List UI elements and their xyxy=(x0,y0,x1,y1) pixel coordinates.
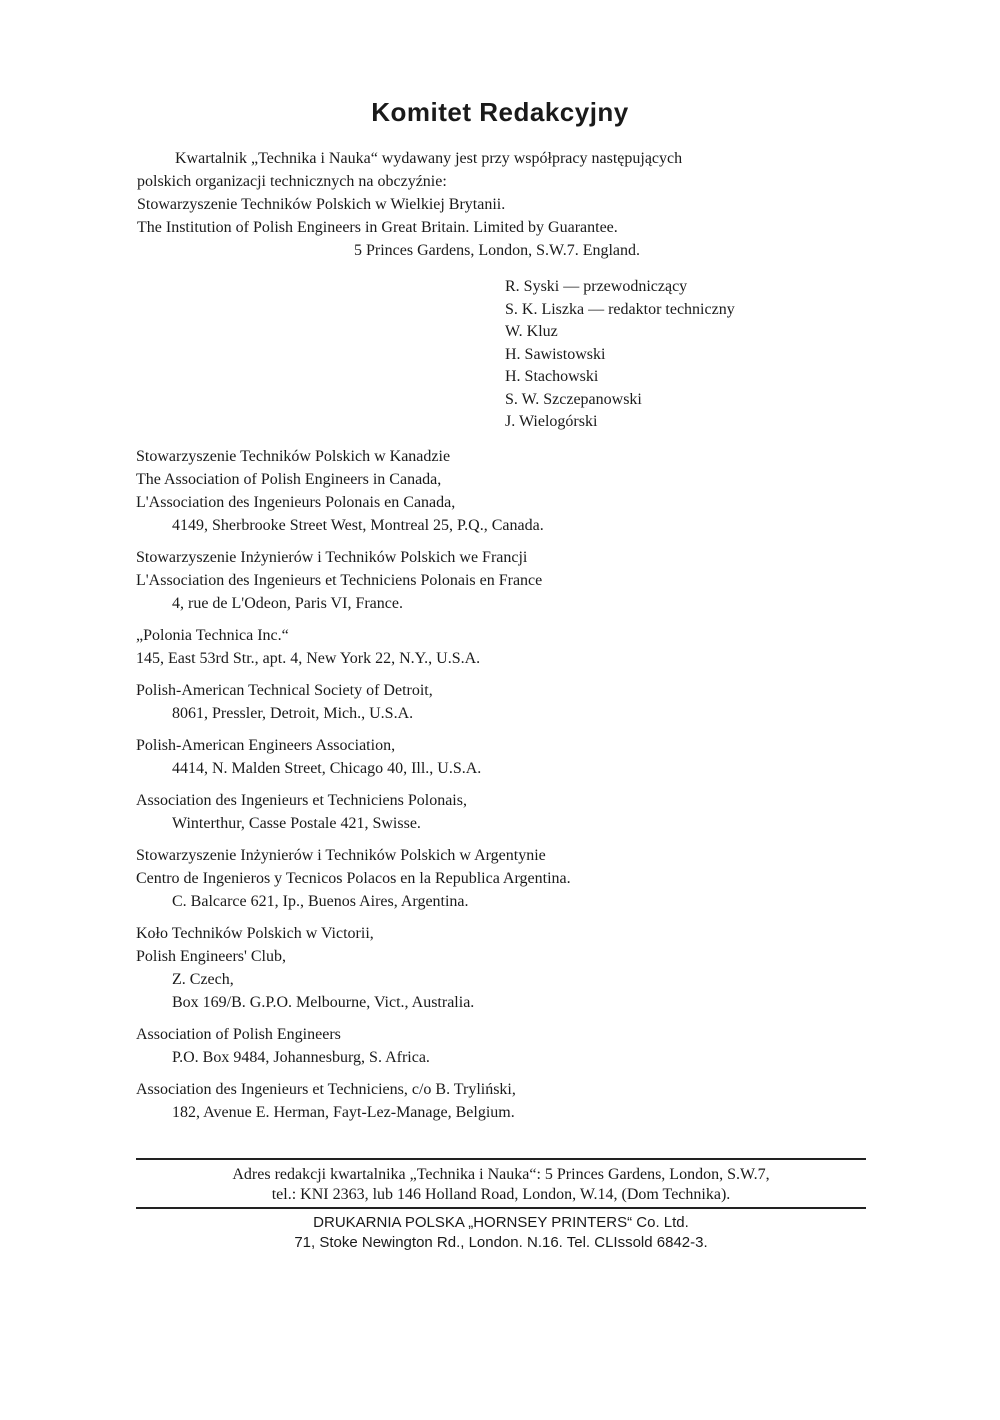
member-name: W. Kluz xyxy=(505,323,558,340)
footer-line: tel.: KNI 2363, lub 146 Holland Road, London, W.14, (Dom Technika). xyxy=(271,1186,731,1203)
org-polonia-technica xyxy=(136,624,856,670)
intro-line: Stowarzyszenie Techników Polskich w Wielkiej Brytanii. xyxy=(137,196,506,213)
member-name: J. Wielogórski xyxy=(505,413,598,430)
org-name: Polish-American Technical Society of Detroit, xyxy=(136,682,433,699)
org-name: „Polonia Technica Inc.“ xyxy=(136,627,289,644)
page-title: Komitet Redakcyjny xyxy=(371,97,629,127)
editorial-address xyxy=(136,1165,866,1205)
org-victoria xyxy=(136,922,856,1014)
org-name: The Association of Polish Engineers in Canada, xyxy=(136,471,442,488)
member-name: R. Syski — przewodniczący xyxy=(505,278,688,295)
org-address: C. Balcarce 621, Ip., Buenos Aires, Argentina. xyxy=(172,893,469,910)
member-name: H. Stachowski xyxy=(505,368,599,385)
intro-line: Kwartalnik „Technika i Nauka“ wydawany jest przy współpracy następujących xyxy=(175,150,683,167)
org-address: 4, rue de L'Odeon, Paris VI, France. xyxy=(172,595,403,612)
organizations-list xyxy=(136,445,856,1133)
org-name: Stowarzyszenie Inżynierów i Techników Polskich we Francji xyxy=(136,549,528,566)
footer-line: Adres redakcji kwartalnika „Technika i Nauka“: 5 Princes Gardens, London, S.W.7, xyxy=(232,1166,770,1183)
org-belgium xyxy=(136,1078,856,1124)
intro-block xyxy=(137,147,897,262)
org-address: Winterthur, Casse Postale 421, Swisse. xyxy=(172,815,421,832)
org-contact: Z. Czech, xyxy=(172,971,234,988)
org-name: Association des Ingenieurs et Techniciens, c/o B. Tryliński, xyxy=(136,1081,516,1098)
org-france xyxy=(136,546,856,615)
org-canada xyxy=(136,445,856,537)
member-name: S. K. Liszka — redaktor techniczny xyxy=(505,300,735,318)
divider-rule xyxy=(136,1207,866,1209)
org-south-africa xyxy=(136,1023,856,1069)
org-name: Association of Polish Engineers xyxy=(136,1026,341,1043)
org-name: Centro de Ingenieros y Tecnicos Polacos en la Republica Argentina. xyxy=(136,870,571,887)
org-name: L'Association des Ingenieurs Polonais en Canada, xyxy=(136,494,456,511)
org-name: Polish Engineers' Club, xyxy=(136,948,286,965)
org-address: Box 169/B. G.P.O. Melbourne, Vict., Australia. xyxy=(172,994,475,1011)
org-address: 182, Avenue E. Herman, Fayt-Lez-Manage, Belgium. xyxy=(172,1104,515,1121)
org-address: 8061, Pressler, Detroit, Mich., U.S.A. xyxy=(172,705,414,722)
committee-members xyxy=(505,276,735,434)
org-address: 4149, Sherbrooke Street West, Montreal 25, P.Q., Canada. xyxy=(172,517,544,534)
member-name: S. W. Szczepanowski xyxy=(505,390,642,408)
printer-line: DRUKARNIA POLSKA „HORNSEY PRINTERS“ Co. Ltd. xyxy=(313,1214,689,1231)
printer-line: 71, Stoke Newington Rd., London. N.16. Tel. CLIssold 6842-3. xyxy=(294,1234,708,1251)
intro-line: polskich organizacji technicznych na obczyźnie: xyxy=(137,173,447,190)
org-detroit xyxy=(136,679,856,725)
org-address: 4414, N. Malden Street, Chicago 40, Ill., U.S.A. xyxy=(172,760,482,777)
org-address: P.O. Box 9484, Johannesburg, S. Africa. xyxy=(172,1049,430,1066)
divider-rule xyxy=(136,1158,866,1160)
intro-line: The Institution of Polish Engineers in Great Britain. Limited by Guarantee. xyxy=(137,219,618,236)
org-switzerland xyxy=(136,789,856,835)
member-name: H. Sawistowski xyxy=(505,345,606,363)
intro-address: 5 Princes Gardens, London, S.W.7. England. xyxy=(353,242,641,259)
org-name: Stowarzyszenie Inżynierów i Techników Polskich w Argentynie xyxy=(136,847,546,864)
org-address: 145, East 53rd Str., apt. 4, New York 22, N.Y., U.S.A. xyxy=(136,650,481,667)
printer-imprint xyxy=(136,1213,866,1253)
org-argentina xyxy=(136,844,856,913)
org-name: Koło Techników Polskich w Victorii, xyxy=(136,925,374,942)
org-name: Stowarzyszenie Techników Polskich w Kanadzie xyxy=(136,448,451,465)
org-name: Association des Ingenieurs et Techniciens Polonais, xyxy=(136,792,467,809)
org-name: L'Association des Ingenieurs et Techniciens Polonais en France xyxy=(136,572,543,589)
org-name: Polish-American Engineers Association, xyxy=(136,737,396,754)
org-chicago xyxy=(136,734,856,780)
